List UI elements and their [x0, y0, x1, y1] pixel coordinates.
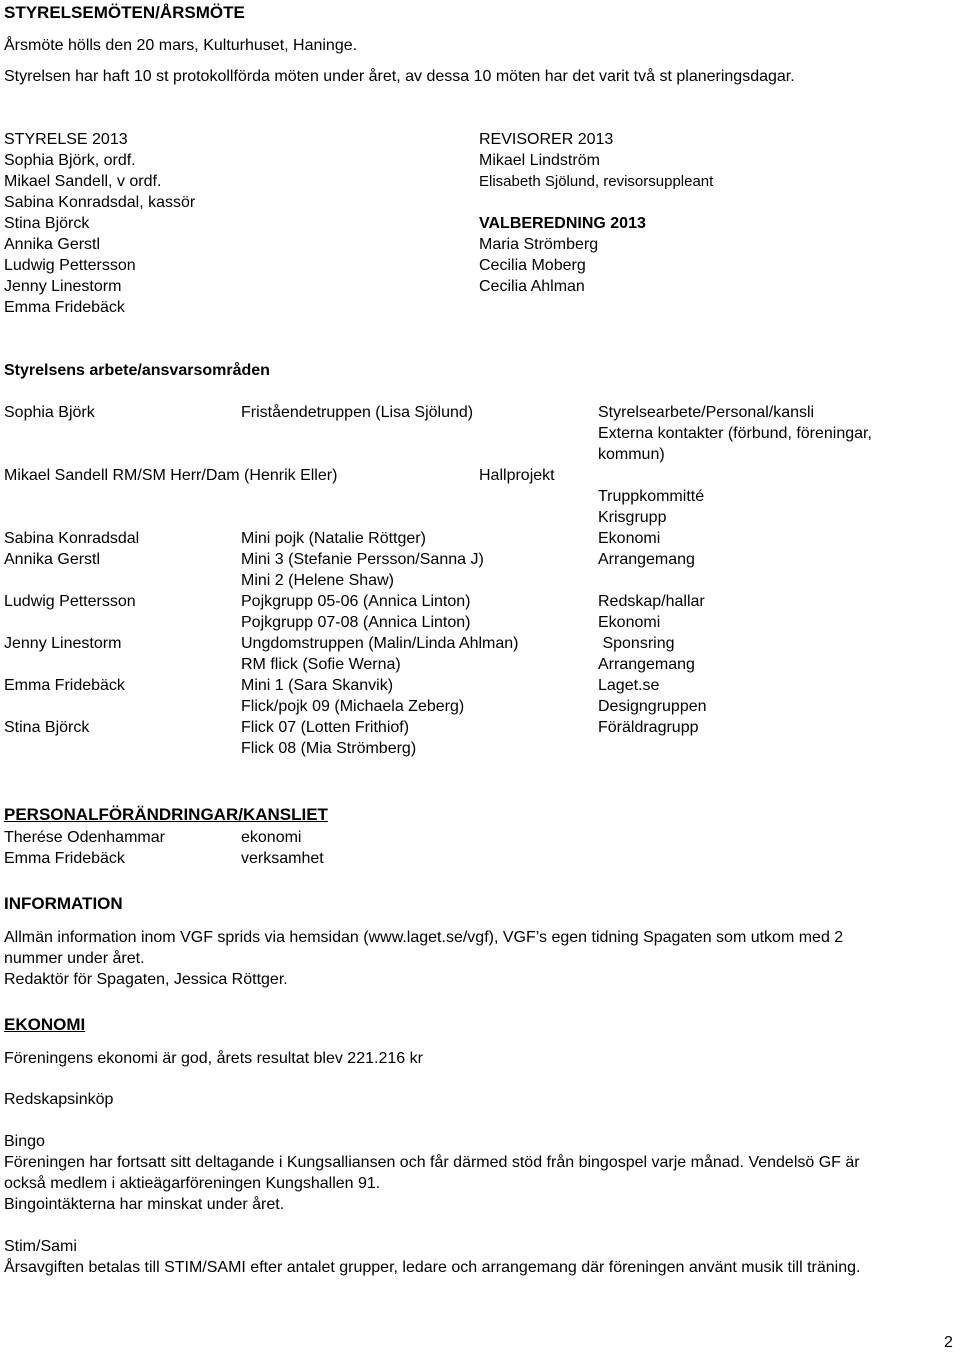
responsibilities-title: Styrelsens arbete/ansvarsområden — [4, 362, 270, 379]
resp-area: Ekonomi — [598, 614, 661, 631]
economy-title: EKONOMI — [4, 1015, 86, 1034]
resp-group: Mini pojk (Natalie Röttger) — [241, 530, 426, 547]
information-title: INFORMATION — [4, 894, 123, 913]
resp-area: kommun) — [598, 446, 665, 463]
resp-group: Hallprojekt — [479, 467, 555, 484]
resp-area: Designgruppen — [598, 698, 707, 715]
stim-title: Stim/Sami — [4, 1238, 77, 1255]
resp-area: Ekonomi — [598, 530, 661, 547]
board-member: Emma Fridebäck — [4, 299, 125, 316]
bingo-line: Föreningen har fortsatt sitt deltagande i Kungsalliansen och får därmed stöd från bingospel varje månad. Vendelsö GF är — [4, 1154, 860, 1171]
resp-name: Jenny Linestorm — [4, 635, 122, 652]
resp-area: Föräldragrupp — [598, 719, 699, 736]
board-member: Ludwig Pettersson — [4, 257, 136, 274]
resp-name: Sophia Björk — [4, 404, 95, 421]
resp-group: Mini 3 (Stefanie Persson/Sanna J) — [241, 551, 484, 568]
nomination-member: Cecilia Moberg — [479, 257, 586, 274]
stim-text: Årsavgiften betalas till STIM/SAMI efter antalet grupper, ledare och arrangemang där föreningen använt musik till träning. — [4, 1259, 861, 1276]
resp-group: Friståendetruppen (Lisa Sjölund) — [241, 404, 474, 421]
resp-group: Mini 1 (Sara Skanvik) — [241, 677, 394, 694]
resp-name: Mikael Sandell RM/SM Herr/Dam (Henrik Eller) — [4, 467, 338, 484]
resp-area: Externa kontakter (förbund, föreningar, — [598, 425, 872, 442]
economy-result: Föreningens ekonomi är god, årets resultat blev 221.216 kr — [4, 1050, 423, 1067]
resp-group: RM flick (Sofie Werna) — [241, 656, 401, 673]
auditor: Elisabeth Sjölund, revisorsuppleant — [479, 173, 714, 190]
bingo-title: Bingo — [4, 1133, 45, 1150]
board-title: STYRELSE 2013 — [4, 131, 128, 148]
economy-equipment: Redskapsinköp — [4, 1091, 114, 1108]
board-member: Sabina Konradsdal, kassör — [4, 194, 196, 211]
board-member: Annika Gerstl — [4, 236, 101, 253]
nomination-member: Cecilia Ahlman — [479, 278, 585, 295]
information-line: Allmän information inom VGF sprids via hemsidan (www.laget.se/vgf), VGF’s egen tidning Spagaten som utkom med 2 — [4, 929, 844, 946]
board-member: Mikael Sandell, v ordf. — [4, 173, 162, 190]
resp-area: Arrangemang — [598, 656, 695, 673]
page-number: 2 — [944, 1334, 953, 1351]
personnel-name: Therése Odenhammar — [4, 829, 165, 846]
information-line: nummer under året. — [4, 950, 145, 967]
nomination-title: VALBEREDNING 2013 — [479, 215, 646, 232]
nomination-member: Maria Strömberg — [479, 236, 599, 253]
resp-area: Sponsring — [598, 635, 675, 652]
resp-group: Ungdomstruppen (Malin/Linda Ahlman) — [241, 635, 519, 652]
board-member: Jenny Linestorm — [4, 278, 122, 295]
resp-name: Ludwig Pettersson — [4, 593, 136, 610]
resp-name: Stina Björck — [4, 719, 90, 736]
information-line: Redaktör för Spagaten, Jessica Röttger. — [4, 971, 288, 988]
resp-area: Krisgrupp — [598, 509, 667, 526]
resp-area: Redskap/hallar — [598, 593, 705, 610]
resp-group: Mini 2 (Helene Shaw) — [241, 572, 394, 589]
resp-area: Laget.se — [598, 677, 660, 694]
personnel-title: PERSONALFÖRÄNDRINGAR/KANSLIET — [4, 805, 328, 824]
auditor: Mikael Lindström — [479, 152, 600, 169]
intro-line: Styrelsen har haft 10 st protokollförda möten under året, av dessa 10 möten har det varit två st planeringsdagar. — [4, 68, 795, 85]
resp-name: Emma Fridebäck — [4, 677, 125, 694]
resp-group: Flick/pojk 09 (Michaela Zeberg) — [241, 698, 465, 715]
resp-area: Truppkommitté — [598, 488, 705, 505]
resp-group: Flick 08 (Mia Strömberg) — [241, 740, 417, 757]
board-member: Sophia Björk, ordf. — [4, 152, 136, 169]
resp-group: Pojkgrupp 05-06 (Annica Linton) — [241, 593, 471, 610]
personnel-role: ekonomi — [241, 829, 302, 846]
personnel-name: Emma Fridebäck — [4, 850, 125, 867]
section-title-meetings: STYRELSEMÖTEN/ÅRSMÖTE — [4, 3, 245, 22]
board-member: Stina Björck — [4, 215, 90, 232]
resp-area: Arrangemang — [598, 551, 695, 568]
auditors-title: REVISORER 2013 — [479, 131, 614, 148]
resp-group: Pojkgrupp 07-08 (Annica Linton) — [241, 614, 471, 631]
bingo-line: Bingointäkterna har minskat under året. — [4, 1196, 285, 1213]
intro-line: Årsmöte hölls den 20 mars, Kulturhuset, Haninge. — [4, 37, 358, 54]
personnel-role: verksamhet — [241, 850, 324, 867]
resp-area: Styrelsearbete/Personal/kansli — [598, 404, 815, 421]
bingo-line: också medlem i aktieägarföreningen Kungshallen 91. — [4, 1175, 381, 1192]
resp-group: Flick 07 (Lotten Frithiof) — [241, 719, 410, 736]
resp-name: Annika Gerstl — [4, 551, 101, 568]
resp-name: Sabina Konradsdal — [4, 530, 140, 547]
